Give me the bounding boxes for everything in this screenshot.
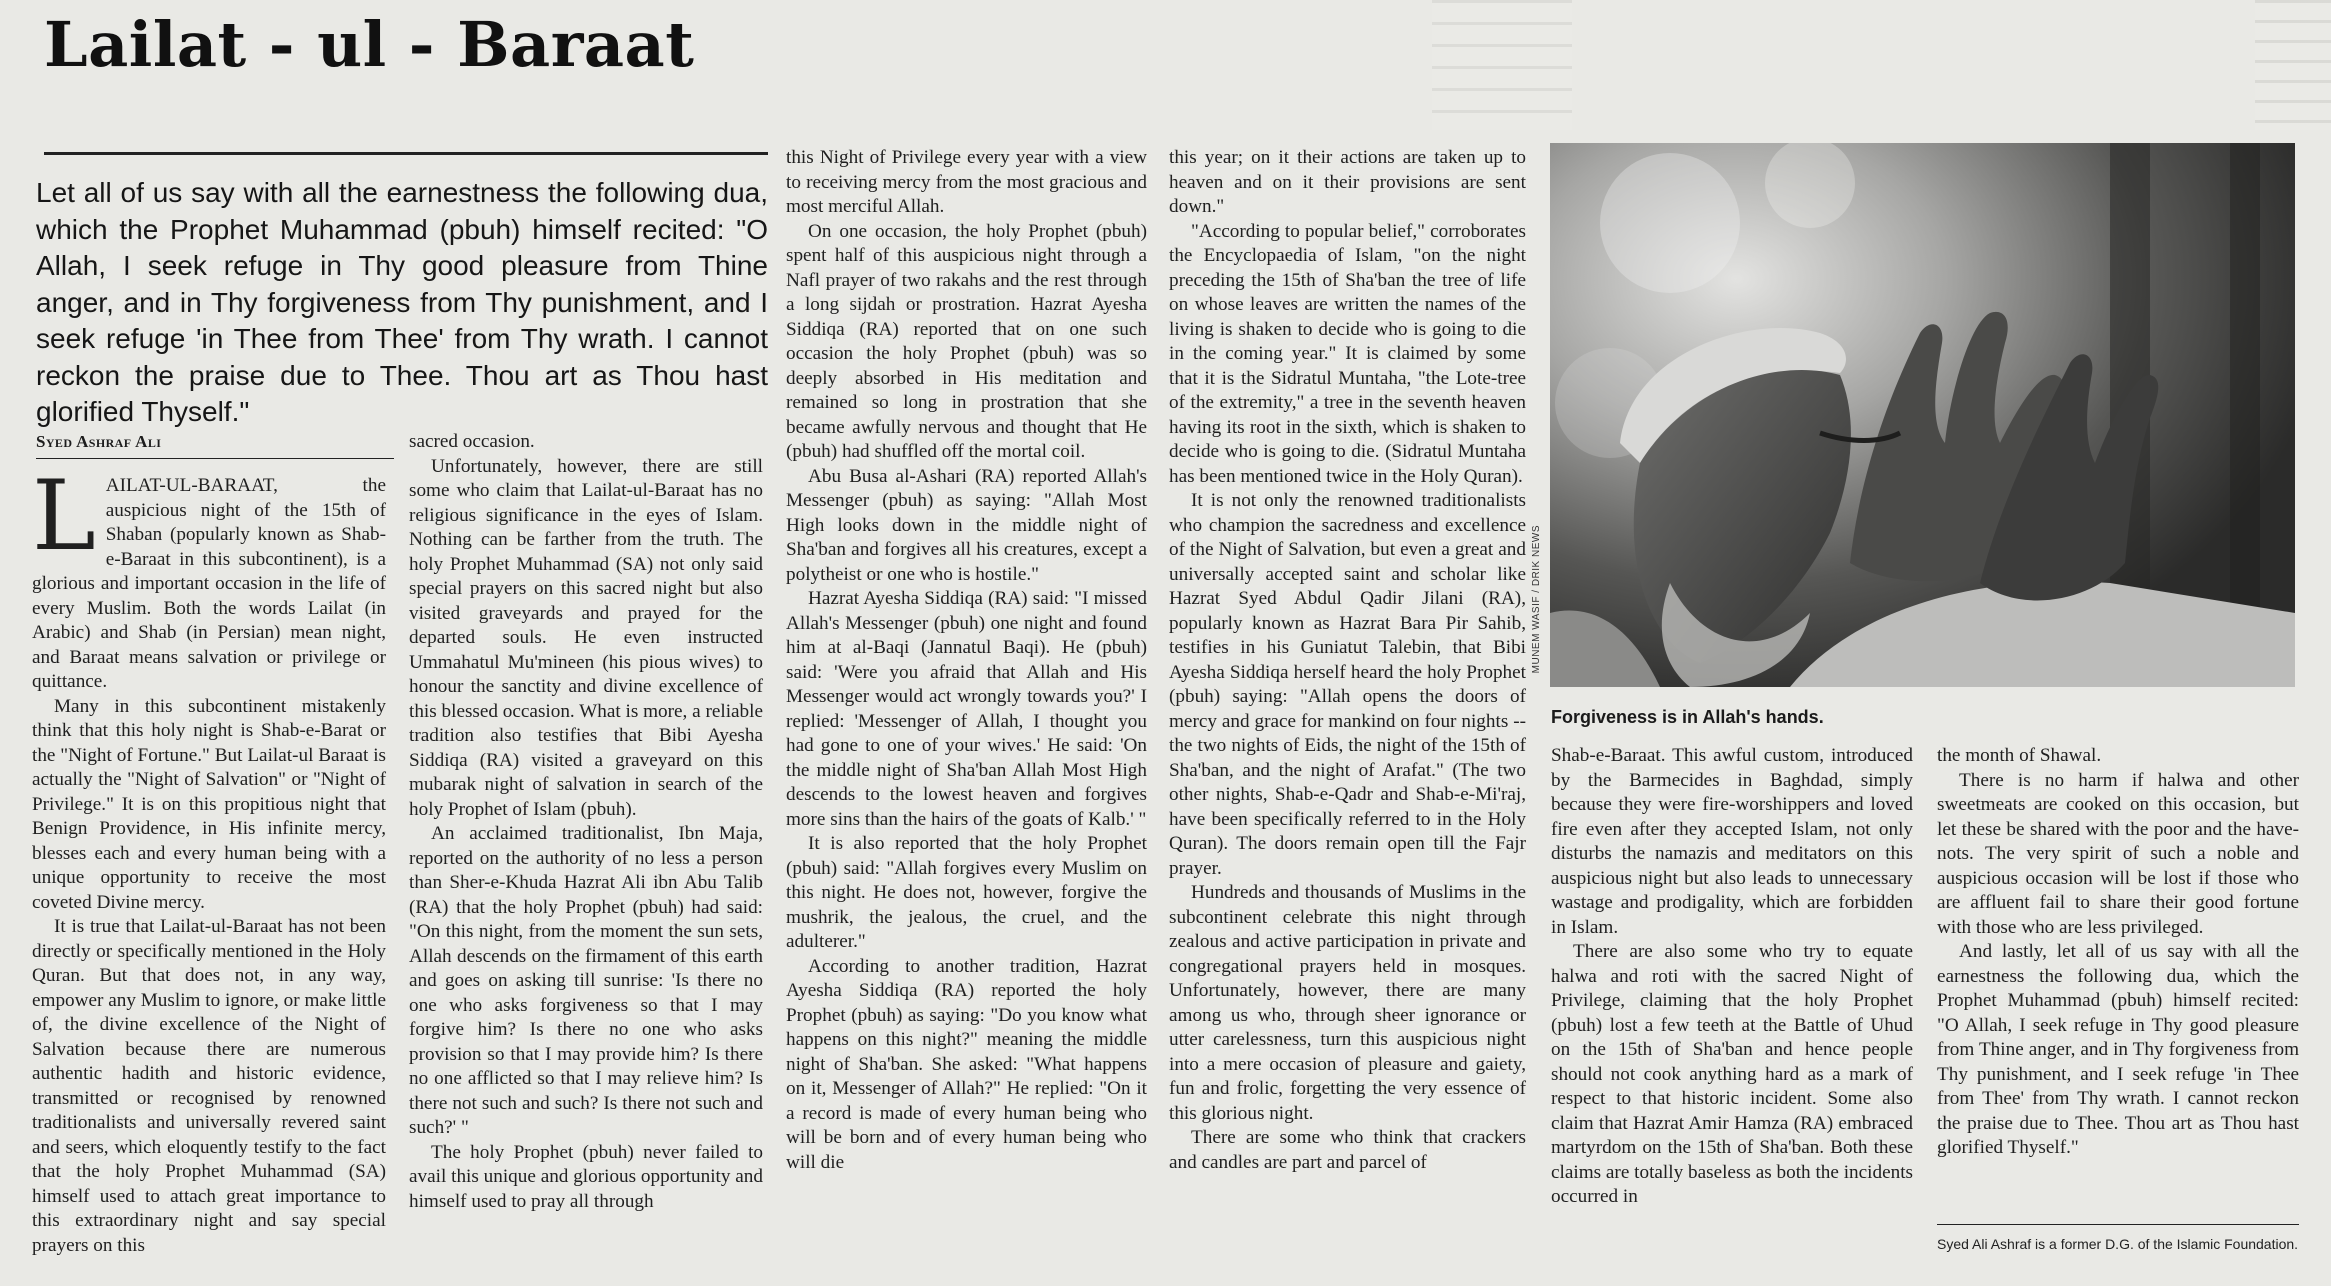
photo-caption: Forgiveness is in Allah's hands. bbox=[1551, 707, 1824, 727]
paragraph: this Night of Privilege every year with a view to receiving mercy from the most gracious and most merciful Allah. bbox=[786, 147, 1147, 217]
paragraph: this year; on it their actions are taken up to heaven and on it their provisions are sent down." bbox=[1169, 147, 1526, 217]
paragraph: According to another tradition, Hazrat Ayesha Siddiqa (RA) reported the holy Prophet (pbuh) as saying: "Do you know what happens on this night?" meaning the middle night of Sha'ban. She asked: "What happens on it, Messenger of Allah?" He replied: "On it a record is made of every human being who will be born and of every human being who will die bbox=[786, 955, 1147, 1173]
pull-quote: Let all of us say with all the earnestness the following dua, which the Prophet Muhammad (pbuh) himself recited: "O Allah, I seek refuge in Thy good pleasure from Thine anger, and in Thy forgiveness from Thy punishment, and I seek refuge 'in Thee from Thee' from Thy wrath. I cannot reckon the praise due to Thee. Thou art as Thou hast glorified Thyself." bbox=[36, 177, 768, 427]
column-3 bbox=[786, 146, 1147, 1276]
author-note-rule bbox=[1937, 1224, 2299, 1225]
paragraph: "According to popular belief," corroborates the Encyclopaedia of Islam, "on the night preceding the 15th of Sha'ban the tree of life on whose leaves are written the names of the living is shaken to decide who is going to die in the coming year." It is claimed by some that it is the Sidratul Muntaha, "the Lote-tree of the extremity," a tree in the seventh heaven having its root in the sixth, which is shaken to decide who is going to die. (Sidratul Muntaha has been mentioned twice in the Holy Quran). bbox=[1169, 220, 1526, 487]
lead-text: AILAT-UL-BARAAT, the auspicious night of the 15th of Shaban (popularly known as Shab-e-Baraat in this subcontinent), is a glorious and important occasion in the life of every Muslim. Both the words Lailat (in Arabic) and Shab (in Persian) mean night, and Baraat means salvation or privilege or quittance. bbox=[32, 475, 386, 692]
paragraph: Unfortunately, however, there are still some who claim that Lailat-ul-Baraat has no religious significance in the eyes of Islam. Nothing can be farther from the truth. The holy Prophet Muhammad (SA) not only said special prayers on this sacred night but also visited graveyards and prayed for the departed souls. He even instructed Ummahatul Mu'mineen (his pious wives) to honour the sanctity and divine excellence of this blessed occasion. What is more, a reliable tradition also testifies that Bibi Ayesha Siddiqa (RA) visited a graveyard on this mubarak night of salvation in search of the holy Prophet of Islam (pbuh). bbox=[409, 455, 763, 820]
lead-paragraph bbox=[32, 460, 386, 695]
paragraph: An acclaimed traditionalist, Ibn Maja, reported on the authority of no less a person than Sher-e-Khuda Hazrat Ali ibn Abu Talib (RA) that the holy Prophet (pbuh) had said: "On this night, from the moment the sun sets, Allah descends on the firmament of this earth and goes on asking till sunrise: 'Is there no one who asks forgiveness so that I may forgive him? Is there no one who asks provision so that I may provide him? Is there no one afflicted so that I may relieve him? Is there not such and such? Is there not such and such?' " bbox=[409, 823, 763, 1138]
paragraph: There is no harm if halwa and other sweetmeats are cooked on this occasion, but let these be shared with the poor and the have-nots. The very spirit of such a noble and auspicious occasion will be lost if those who are affluent fail to share their good fortune with those who are less privileged. bbox=[1937, 769, 2299, 938]
paragraph: It is true that Lailat-ul-Baraat has not been directly or specifically mentioned in the Holy Quran. But that does not, in any way, empower any Muslim to ignore, or make little of, the divine excellence of the Night of Salvation because there are numerous authentic hadith and historic evidence, transmitted or recognised by renowned traditionalists and universally revered saint and seers, which eloquently testify to the fact that the holy Prophet Muhammad (SA) himself used to attach great importance to this extraordinary night and say special prayers on this bbox=[32, 916, 386, 1256]
byline: Syed Ashraf Ali bbox=[36, 432, 162, 451]
paragraph: It is also reported that the holy Prophet (pbuh) said: "Allah forgives every Muslim on this night. He does not, however, forgive the mushrik, the jealous, the cruel, and the adulterer." bbox=[786, 833, 1147, 952]
pullquote-top-rule bbox=[44, 152, 768, 155]
column-2 bbox=[409, 430, 763, 1275]
column-5 bbox=[1551, 744, 1913, 1274]
paragraph: It is not only the renowned traditionalists who champion the sacredness and excellence of the Night of Salvation, but even a great and universally accepted saint and scholar like Hazrat Syed Abdul Qadir Jilani (RA), popularly known as Hazrat Bara Pir Sahib, testifies in his Guniatut Talebin, that Bibi Ayesha Siddiqa herself heard the holy Prophet (pbuh) saying: "Allah opens the doors of mercy and grace for mankind on four nights -- the two nights of Eids, the night of the 15th of Sha'ban, and the night of Arafat." (The two other nights, Shab-e-Qadr and Shab-e-Mi'raj, have been specifically referred to in the Holy Quran). The doors remain open till the Fajr prayer. bbox=[1169, 490, 1526, 879]
paragraph: the month of Shawal. bbox=[1937, 745, 2102, 766]
paragraph: Hundreds and thousands of Muslims in the subcontinent celebrate this night through zealous and active participation in private and congregational prayers held in mosques. Unfortunately, however, there are many among us who, through sheer ignorance or utter carelessness, turn this auspicious night into a mere occasion of pleasure and gaiety, fun and frolic, forgetting the very essence of this glorious night. bbox=[1169, 882, 1526, 1124]
drop-cap: L bbox=[32, 460, 96, 572]
paragraph: On one occasion, the holy Prophet (pbuh) spent half of this auspicious night through a Nafl prayer of two rakahs and the rest through a long sijdah or prostration. Hazrat Ayesha Siddiqa (RA) reported that on one such occasion the holy Prophet (pbuh) was so deeply absorbed in His meditation and remained so long in prostration that she became awfully nervous and thought that He (pbuh) had shuffled off the mortal coil. bbox=[786, 220, 1147, 462]
praying-man-illustration bbox=[1550, 143, 2295, 687]
paragraph: Hazrat Ayesha Siddiqa (RA) said: "I missed Allah's Messenger (pbuh) one night and found him at al-Baqi (Jannatul Baqi). He (pbuh) said: 'Were you afraid that Allah and His Messenger would act wrongly towards you?' I replied: 'Messenger of Allah, I thought you had gone to one of your wives.' He said: 'On the middle night of Sha'ban Allah Most High descends to the lowest heaven and forgives more sins than the hairs of the goats of Kalb.' " bbox=[786, 588, 1147, 830]
neighbor-article-fragment bbox=[1432, 0, 1572, 130]
paragraph: There are some who think that crackers and candles are part and parcel of bbox=[1169, 1127, 1526, 1173]
byline-rule bbox=[36, 458, 394, 459]
column-6 bbox=[1937, 744, 2299, 1224]
author-note: Syed Ali Ashraf is a former D.G. of the Islamic Foundation. bbox=[1937, 1236, 2299, 1252]
paragraph: Abu Busa al-Ashari (RA) reported Allah's Messenger (pbuh) as saying: "Allah Most High looks down in the middle night of Sha'ban and forgives all his creatures, except a polytheist or one who is hostile." bbox=[786, 465, 1147, 585]
column-4 bbox=[1169, 146, 1526, 1276]
article-title: Lailat - ul - Baraat bbox=[44, 8, 695, 81]
paragraph: The holy Prophet (pbuh) never failed to avail this unique and glorious opportunity and himself used to pray all through bbox=[409, 1141, 763, 1212]
photo-credit: MUNEM WASIF / DRIK NEWS bbox=[1531, 525, 1542, 674]
paragraph: Many in this subcontinent mistakenly think that this holy night is Shab-e-Barat or the "Night of Fortune." But Lailat-ul Baraat is actually the "Night of Salvation" or "Night of Privilege." It is on this propitious night that Benign Providence, in His infinite mercy, blesses each and every human being with a unique opportunity to receive the most coveted Divine mercy. bbox=[32, 695, 386, 913]
paragraph: sacred occasion. bbox=[409, 431, 535, 452]
article-photo bbox=[1550, 143, 2295, 687]
paragraph: And lastly, let all of us say with all the earnestness the following dua, which the Prophet Muhammad (pbuh) himself recited: "O Allah, I seek refuge in Thy good pleasure from Thine anger, and in Thy forgiveness from Thy punishment, and I seek refuge 'in Thee from Thee' from Thy wrath. I cannot reckon the praise due to Thee. Thou art as Thou hast glorified Thyself." bbox=[1937, 941, 2299, 1158]
column-1 bbox=[32, 460, 386, 1274]
neighbor-article-fragment-right bbox=[2255, 0, 2331, 130]
paragraph: There are also some who try to equate halwa and roti with the sacred Night of Privilege, claiming that the holy Prophet (pbuh) lost a few teeth at the Battle of Uhud on the 15th of Sha'ban and hence people should not cook anything hard as a mark of respect to that historic incident. Some also claim that Hazrat Amir Hamza (RA) embraced martyrdom on the 15th of Sha'ban. Both these claims are totally baseless as both the incidents occurred in bbox=[1551, 941, 1913, 1207]
paragraph: Shab-e-Baraat. This awful custom, introduced by the Barmecides in Baghdad, simply because they were fire-worshippers and loved fire even after they accepted Islam, not only disturbs the namazis and meditators on this auspicious night but also leads to unnecessary wastage and prodigality, which are forbidden in Islam. bbox=[1551, 745, 1913, 938]
